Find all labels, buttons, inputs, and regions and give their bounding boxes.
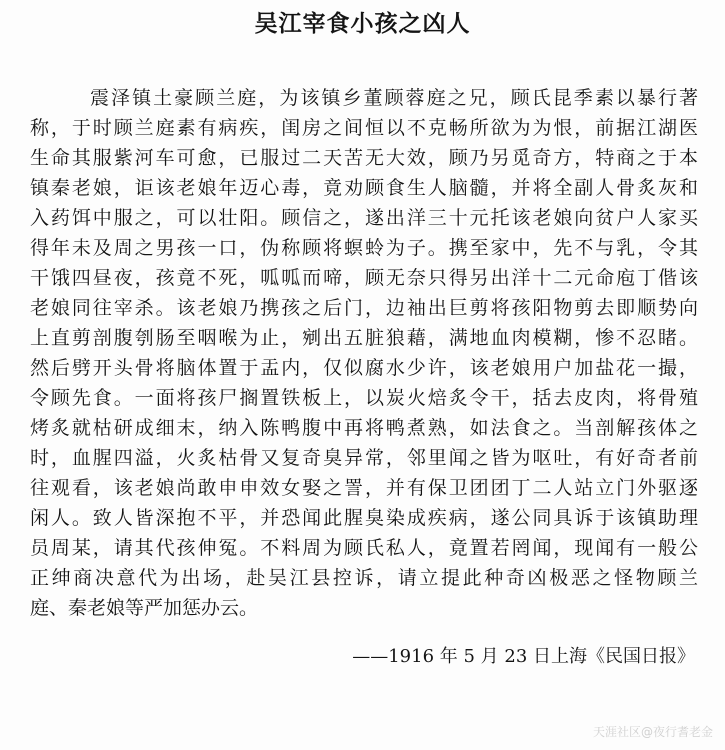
body-line: 称，于时顾兰庭素有病疾，闺房之间恒以不克畅所欲为为恨，前据江湖医 (30, 117, 698, 139)
body-line: 烤炙就枯研成细末，纳入陈鸭腹中再将鸭煮熟，如法食之。当剖解孩体之 (30, 417, 698, 439)
body-line: 干饿四昼夜，孩竟不死，呱呱而啼，顾无奈只得另出洋十二元命庖丁偕该 (30, 267, 698, 289)
body-line: 老娘同往宰杀。该老娘乃携孩之后门，边袖出巨剪将孩阳物剪去即顺势向 (30, 297, 698, 319)
body-line: 然后劈开头骨将脑体置于盂内，仅似腐水少许，该老娘用户加盐花一撮， (30, 357, 698, 379)
body-line: 令顾先食。一面将孩尸搁置铁板上，以炭火焙炙令干，括去皮肉，将骨殖 (30, 387, 698, 409)
body-line: 入药饵中服之，可以壮阳。顾信之，遂出洋三十元托该老娘向贫户人家买 (30, 207, 698, 229)
body-line: 得年未及周之男孩一口，伪称顾将螟蛉为子。携至家中，先不与乳，令其 (30, 237, 698, 259)
body-line: 正绅商决意代为出场，赴吴江县控诉，请立提此种奇凶极恶之怪物顾兰 (30, 567, 698, 589)
body-line: 闲人。致人皆深抱不平，并恐闻此腥臭染成疾病，遂公同具诉于该镇助理 (30, 507, 698, 529)
body-line: 时，血腥四溢，火炙枯骨又复奇臭异常，邻里闻之皆为呕吐，有好奇者前 (30, 447, 698, 469)
source-citation: ——1916 年 5 月 23 日上海《民国日报》 (352, 646, 695, 667)
body-line: 庭、秦老娘等严加惩办云。 (30, 597, 259, 619)
body-line: 生命其服紫河车可愈，已服过二天苦无大效，顾乃另觅奇方，特商之于本 (30, 147, 698, 169)
body-line: 震泽镇土豪顾兰庭，为该镇乡董顾蓉庭之兄，顾氏昆季素以暴行著 (90, 87, 698, 109)
article-title: 吴江宰食小孩之凶人 (254, 10, 471, 37)
body-line: 上直剪剖腹刳肠至咽喉为止，剜出五脏狼藉，满地血肉模糊，惨不忍睹。 (30, 327, 698, 349)
watermark: 天涯社区@夜行耆老金 (592, 725, 713, 739)
body-line: 往观看，该老娘尚敢申申效女娶之詈，并有保卫团团丁二人站立门外驱逐 (30, 477, 698, 499)
body-line: 员周某，请其代孩伸冤。不料周为顾氏私人，竟置若罔闻，现闻有一般公 (30, 537, 698, 559)
body-line: 镇秦老娘，讵该老娘年迈心毒，竟劝顾食生人脑髓，并将全副人骨炙灰和 (30, 177, 698, 199)
